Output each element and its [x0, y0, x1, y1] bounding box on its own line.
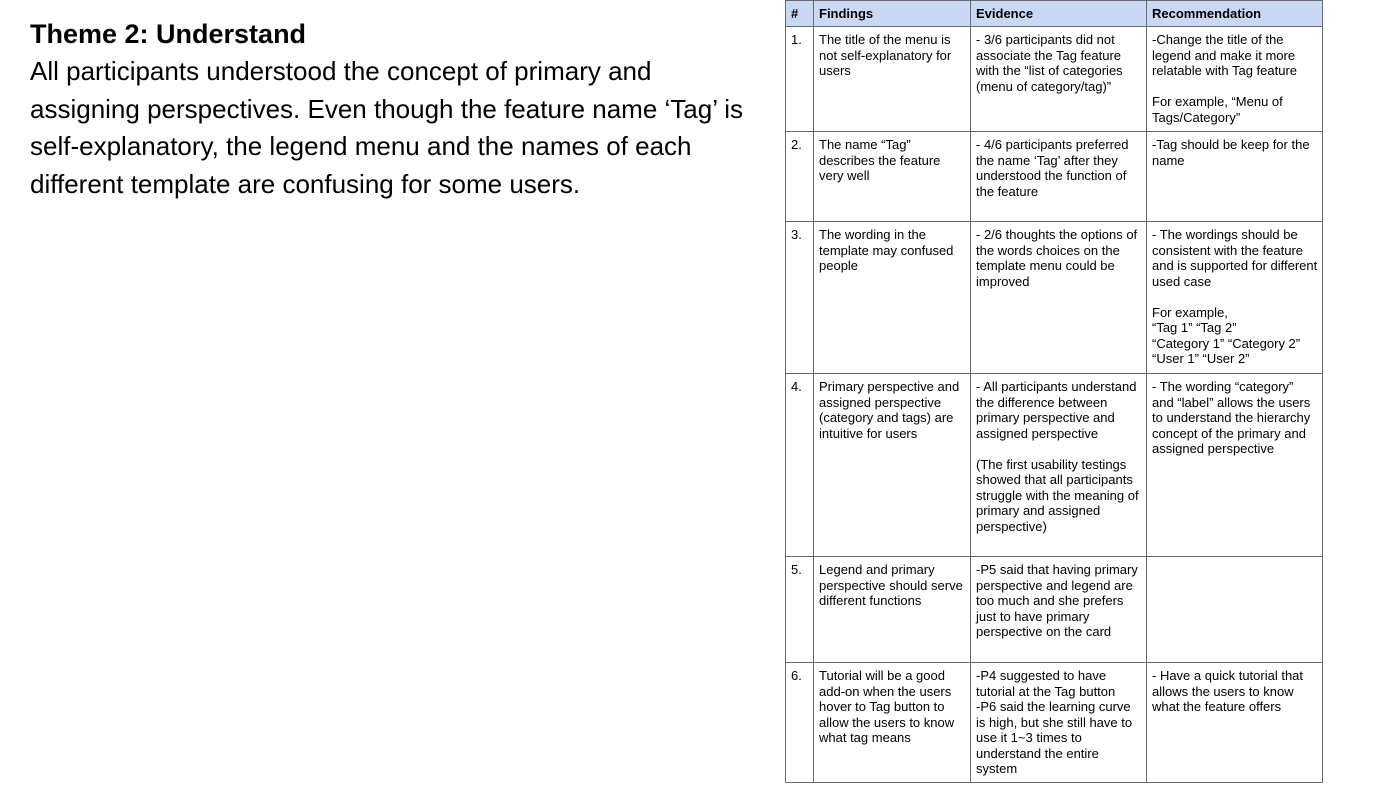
recommendation-cell [1147, 557, 1323, 663]
finding-cell: The name “Tag” describes the feature very well [814, 132, 971, 222]
findings-table [785, 0, 1323, 783]
row-number: 4. [786, 374, 814, 557]
table-row [786, 222, 1323, 374]
table-row [786, 663, 1323, 783]
evidence-cell: - 4/6 participants preferred the name ‘Tag’ after they understood the function of the feature [971, 132, 1147, 222]
row-number: 5. [786, 557, 814, 663]
evidence-cell: -P5 said that having primary perspective and legend are too much and she prefers just to have primary perspective on the card [971, 557, 1147, 663]
theme-section [30, 17, 760, 203]
finding-cell: The title of the menu is not self-explanatory for users [814, 27, 971, 132]
evidence-cell: - 2/6 thoughts the options of the words choices on the template menu could be improved [971, 222, 1147, 374]
header-findings: Findings [814, 1, 971, 27]
table-row [786, 557, 1323, 663]
recommendation-cell: - The wordings should be consistent with the feature and is supported for different used case For example, “Tag 1” “Tag 2” “Category 1” “Category 2” “User 1” “User 2” [1147, 222, 1323, 374]
theme-title: Theme 2: Understand [30, 19, 307, 49]
recommendation-cell: -Tag should be keep for the name [1147, 132, 1323, 222]
row-number: 3. [786, 222, 814, 374]
header-number: # [786, 1, 814, 27]
recommendation-cell: -Change the title of the legend and make it more relatable with Tag feature For example, “Menu of Tags/Category” [1147, 27, 1323, 132]
header-evidence: Evidence [971, 1, 1147, 27]
evidence-cell: - 3/6 participants did not associate the Tag feature with the “list of categories (menu of category/tag)” [971, 27, 1147, 132]
theme-body: All participants understood the concept of primary and assigning perspectives. Even though the feature name ‘Tag’ is self-explanatory, the legend menu and the names of each different template are confusing for some users. [30, 56, 744, 199]
header-recommendation: Recommendation [1147, 1, 1323, 27]
row-number: 2. [786, 132, 814, 222]
finding-cell: Primary perspective and assigned perspective (category and tags) are intuitive for users [814, 374, 971, 557]
recommendation-cell: - Have a quick tutorial that allows the users to know what the feature offers [1147, 663, 1323, 783]
table-row [786, 132, 1323, 222]
row-number: 6. [786, 663, 814, 783]
recommendation-cell: - The wording “category” and “label” allows the users to understand the hierarchy concept of the primary and assigned perspective [1147, 374, 1323, 557]
table-header-row [786, 1, 1323, 27]
finding-cell: Legend and primary perspective should serve different functions [814, 557, 971, 663]
table-row [786, 27, 1323, 132]
evidence-cell: - All participants understand the difference between primary perspective and assigned perspective (The first usability testings showed that all participants struggle with the meaning of primary and assigned perspective) [971, 374, 1147, 557]
finding-cell: The wording in the template may confused people [814, 222, 971, 374]
table-row [786, 374, 1323, 557]
evidence-cell: -P4 suggested to have tutorial at the Tag button -P6 said the learning curve is high, but she still have to use it 1~3 times to understand the entire system [971, 663, 1147, 783]
row-number: 1. [786, 27, 814, 132]
finding-cell: Tutorial will be a good add-on when the users hover to Tag button to allow the users to know what tag means [814, 663, 971, 783]
